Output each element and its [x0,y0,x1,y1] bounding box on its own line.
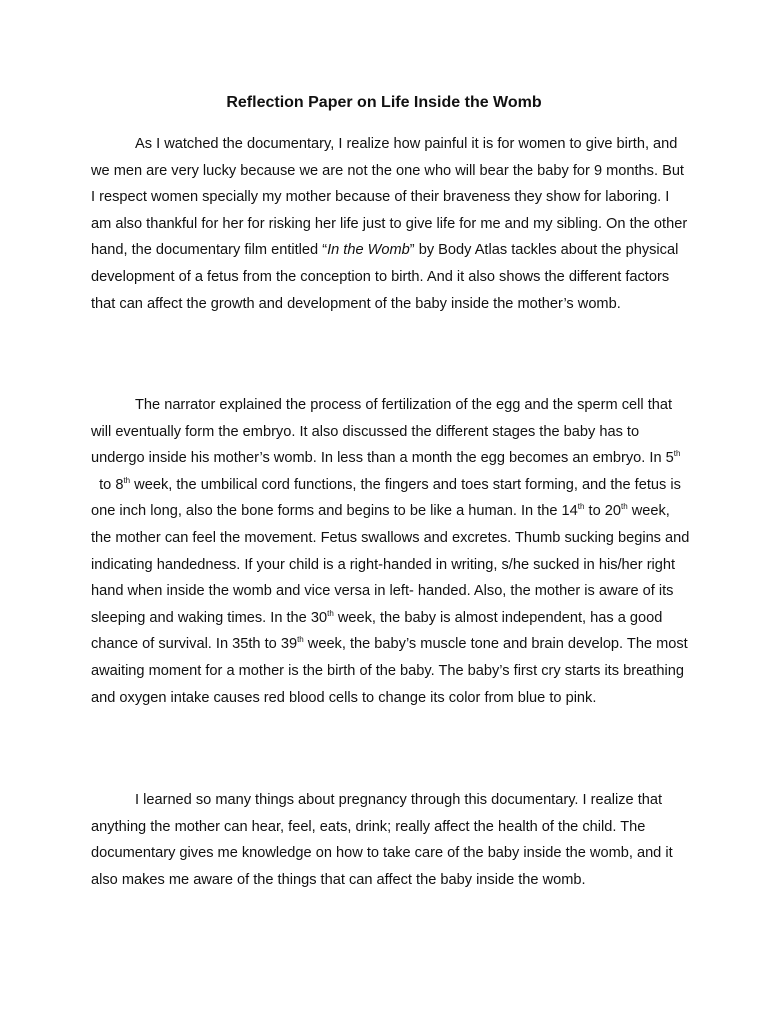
paragraph-2-segment: week, the baby is almost independent, has a good chance of survival. In 35th to 39 [91,609,663,653]
paragraph-2-segment: week, the baby’s muscle tone and brain develop. The most awaiting moment for a mother is the birth of the baby. The baby’s first cry starts its breathing and oxygen intake causes red blood cells to change its color from blue to pink. [91,636,688,706]
page-title: Reflection Paper on Life Inside the Womb [226,94,542,111]
ordinal-suffix: th [577,502,585,512]
paragraph-2-segment: The narrator explained the process of fertilization of the egg and the sperm cell that will eventually form the embryo. It also discussed the different stages the baby has to undergo inside his mother’s womb. In less than a month the egg becomes an embryo. In 5 [91,397,674,467]
paragraph-2-segment: to 20 [584,503,621,520]
paragraph-2-segment: to 8 [91,476,124,493]
paragraph-2-segment: week, the mother can feel the movement. Fetus swallows and excretes. Thumb sucking begins and indicating handedness. If your child is a right-handed in writing, s/he sucked in his/her right hand when inside the womb and vice versa in left- handed. Also, the mother is aware of its sleeping and waking times. In the 30 [91,503,690,626]
ordinal-suffix: th [297,635,304,645]
ordinal-suffix: th [327,608,334,618]
ordinal-suffix: th [620,502,628,512]
film-title: In the Womb [327,242,410,259]
paragraph-1-text-a: As I watched the documentary, I realize how painful it is for women to give birth, and we men are very lucky because we are not the one who will bear the baby for 9 months. But I respect women specially my mother because of their braveness they show for laboring. I am also thankful for her for risking her life just to give life for me and my sibling. On the other hand, the documentary film entitled “ [91,136,688,259]
paragraph-1-text-b: ” by Body Atlas tackles about the physical development of a fetus from the conception to birth. And it also shows the different factors that can affect the growth and development of the baby inside the mother’s womb. [91,242,679,312]
paragraph-2-segment: week, the umbilical cord functions, the fingers and toes start forming, and the fetus is one inch long, also the bone forms and begins to be like a human. In the 14 [91,476,681,520]
ordinal-suffix: th [673,449,681,459]
paragraph-3 [91,787,691,893]
paragraph-3-text: I learned so many things about pregnancy through this documentary. I realize that anything the mother can hear, feel, eats, drink; really affect the health of the child. The documentary gives me knowledge on how to take care of the baby inside the womb, and it also makes me aware of the things that can affect the baby inside the womb. [91,792,673,888]
ordinal-suffix: th [123,475,131,485]
paragraph-1 [91,131,691,317]
paragraph-2 [91,392,691,711]
